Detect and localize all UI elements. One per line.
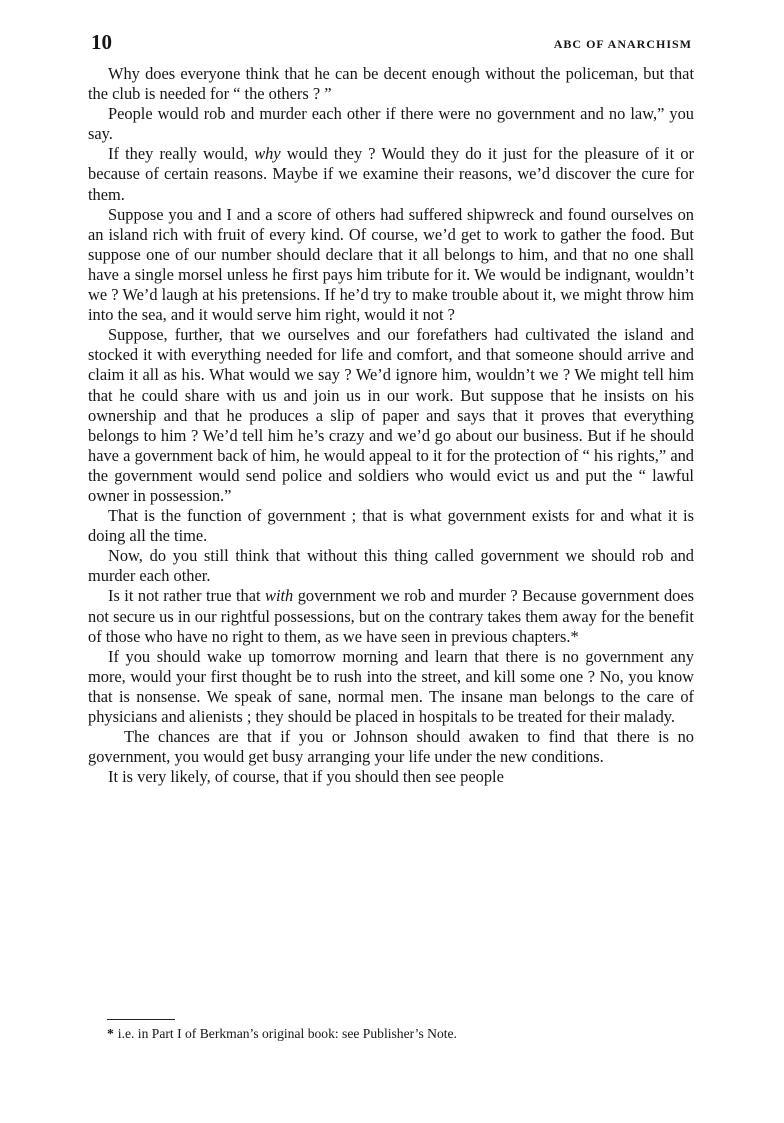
- paragraph: [88, 546, 694, 586]
- paragraph: [88, 727, 694, 767]
- text-run: If they really would,: [108, 144, 255, 164]
- paragraph: [88, 64, 694, 104]
- footnote-divider: [107, 1019, 175, 1020]
- text-run: The chances are that if you or Johnson should awaken to find that there is no government, you would get busy arranging your life under the new conditions.: [88, 727, 694, 767]
- footnote-text: i.e. in Part I of Berkman’s original book: see Publisher’s Note.: [117, 1026, 457, 1041]
- paragraph: [88, 506, 694, 546]
- paragraph: [88, 325, 694, 506]
- paragraph: [88, 144, 694, 204]
- text-run: People would rob and murder each other if there were no government and no law,” you say.: [88, 104, 694, 144]
- footnote-mark: *: [107, 1026, 114, 1041]
- page-number: 10: [91, 30, 112, 54]
- italic-text: with: [265, 586, 294, 606]
- paragraph: [88, 586, 694, 646]
- text-run: Is it not rather true that: [108, 586, 266, 606]
- footnote: [107, 1026, 457, 1042]
- text-run: Suppose, further, that we ourselves and our forefathers had cultivated the island and stocked it with everything needed for life and comfort, and that someone should arrive and claim it all as his. What would we say ? We’d ignore him, wouldn’t we ? We might tell him that he could share with us and join us in our work. But suppose that he insists on his ownership and that he produces a slip of paper and says that it proves that everything belongs to him ? We’d tell him he’s crazy and we’d go about our business. But if he should have a government back of him, he would appeal to it for the protection of “ his rights,” and the government would send police and soldiers who would evict us and put the “ lawful owner in possession.”: [88, 325, 694, 505]
- text-run: Now, do you still think that without this thing called government we should rob and murder each other.: [88, 546, 694, 586]
- italic-text: why: [254, 144, 281, 164]
- text-run: That is the function of government ; that is what government exists for and what it is doing all the time.: [88, 506, 694, 546]
- paragraph: [88, 767, 694, 787]
- running-title: ABC OF ANARCHISM: [553, 37, 692, 51]
- text-run: If you should wake up tomorrow morning and learn that there is no government any more, would your first thought be to rush into the street, and kill some one ? No, you know that is nonsense. We speak of sane, normal men. The insane man belongs to the care of physicians and alienists ; they should be placed in hospitals to be treated for their malady.: [88, 646, 694, 726]
- text-run: It is very likely, of course, that if you should then see people: [108, 767, 504, 787]
- text-run: Why does everyone think that he can be decent enough without the policeman, but that the club is needed for “ the others ? ”: [88, 64, 694, 104]
- text-run: Suppose you and I and a score of others had suffered shipwreck and found ourselves on an island rich with fruit of every kind. Of course, we’d get to work to gather the food. But suppose one of our number should declare that it all belongs to him, and that no one shall have a single morsel unless he first pays him tribute for it. We would be indignant, wouldn’t we ? We’d laugh at his pretensions. If he’d try to make trouble about it, we might throw him into the sea, and it would serve him right, would it not ?: [88, 204, 694, 325]
- paragraph: [88, 647, 694, 727]
- text-run: government we rob and murder ? Because government does not secure us in our rightful possessions, but on the contrary takes them away for the benefit of those who have no right to them, as we have seen in previous chapters.*: [88, 586, 694, 646]
- text-run: would they ? Would they do it just for the pleasure of it or because of certain reasons. Maybe if we examine their reasons, we’d discover the cure for them.: [88, 144, 694, 204]
- body-text: [88, 64, 694, 787]
- paragraph: [88, 205, 694, 326]
- paragraph: [88, 104, 694, 144]
